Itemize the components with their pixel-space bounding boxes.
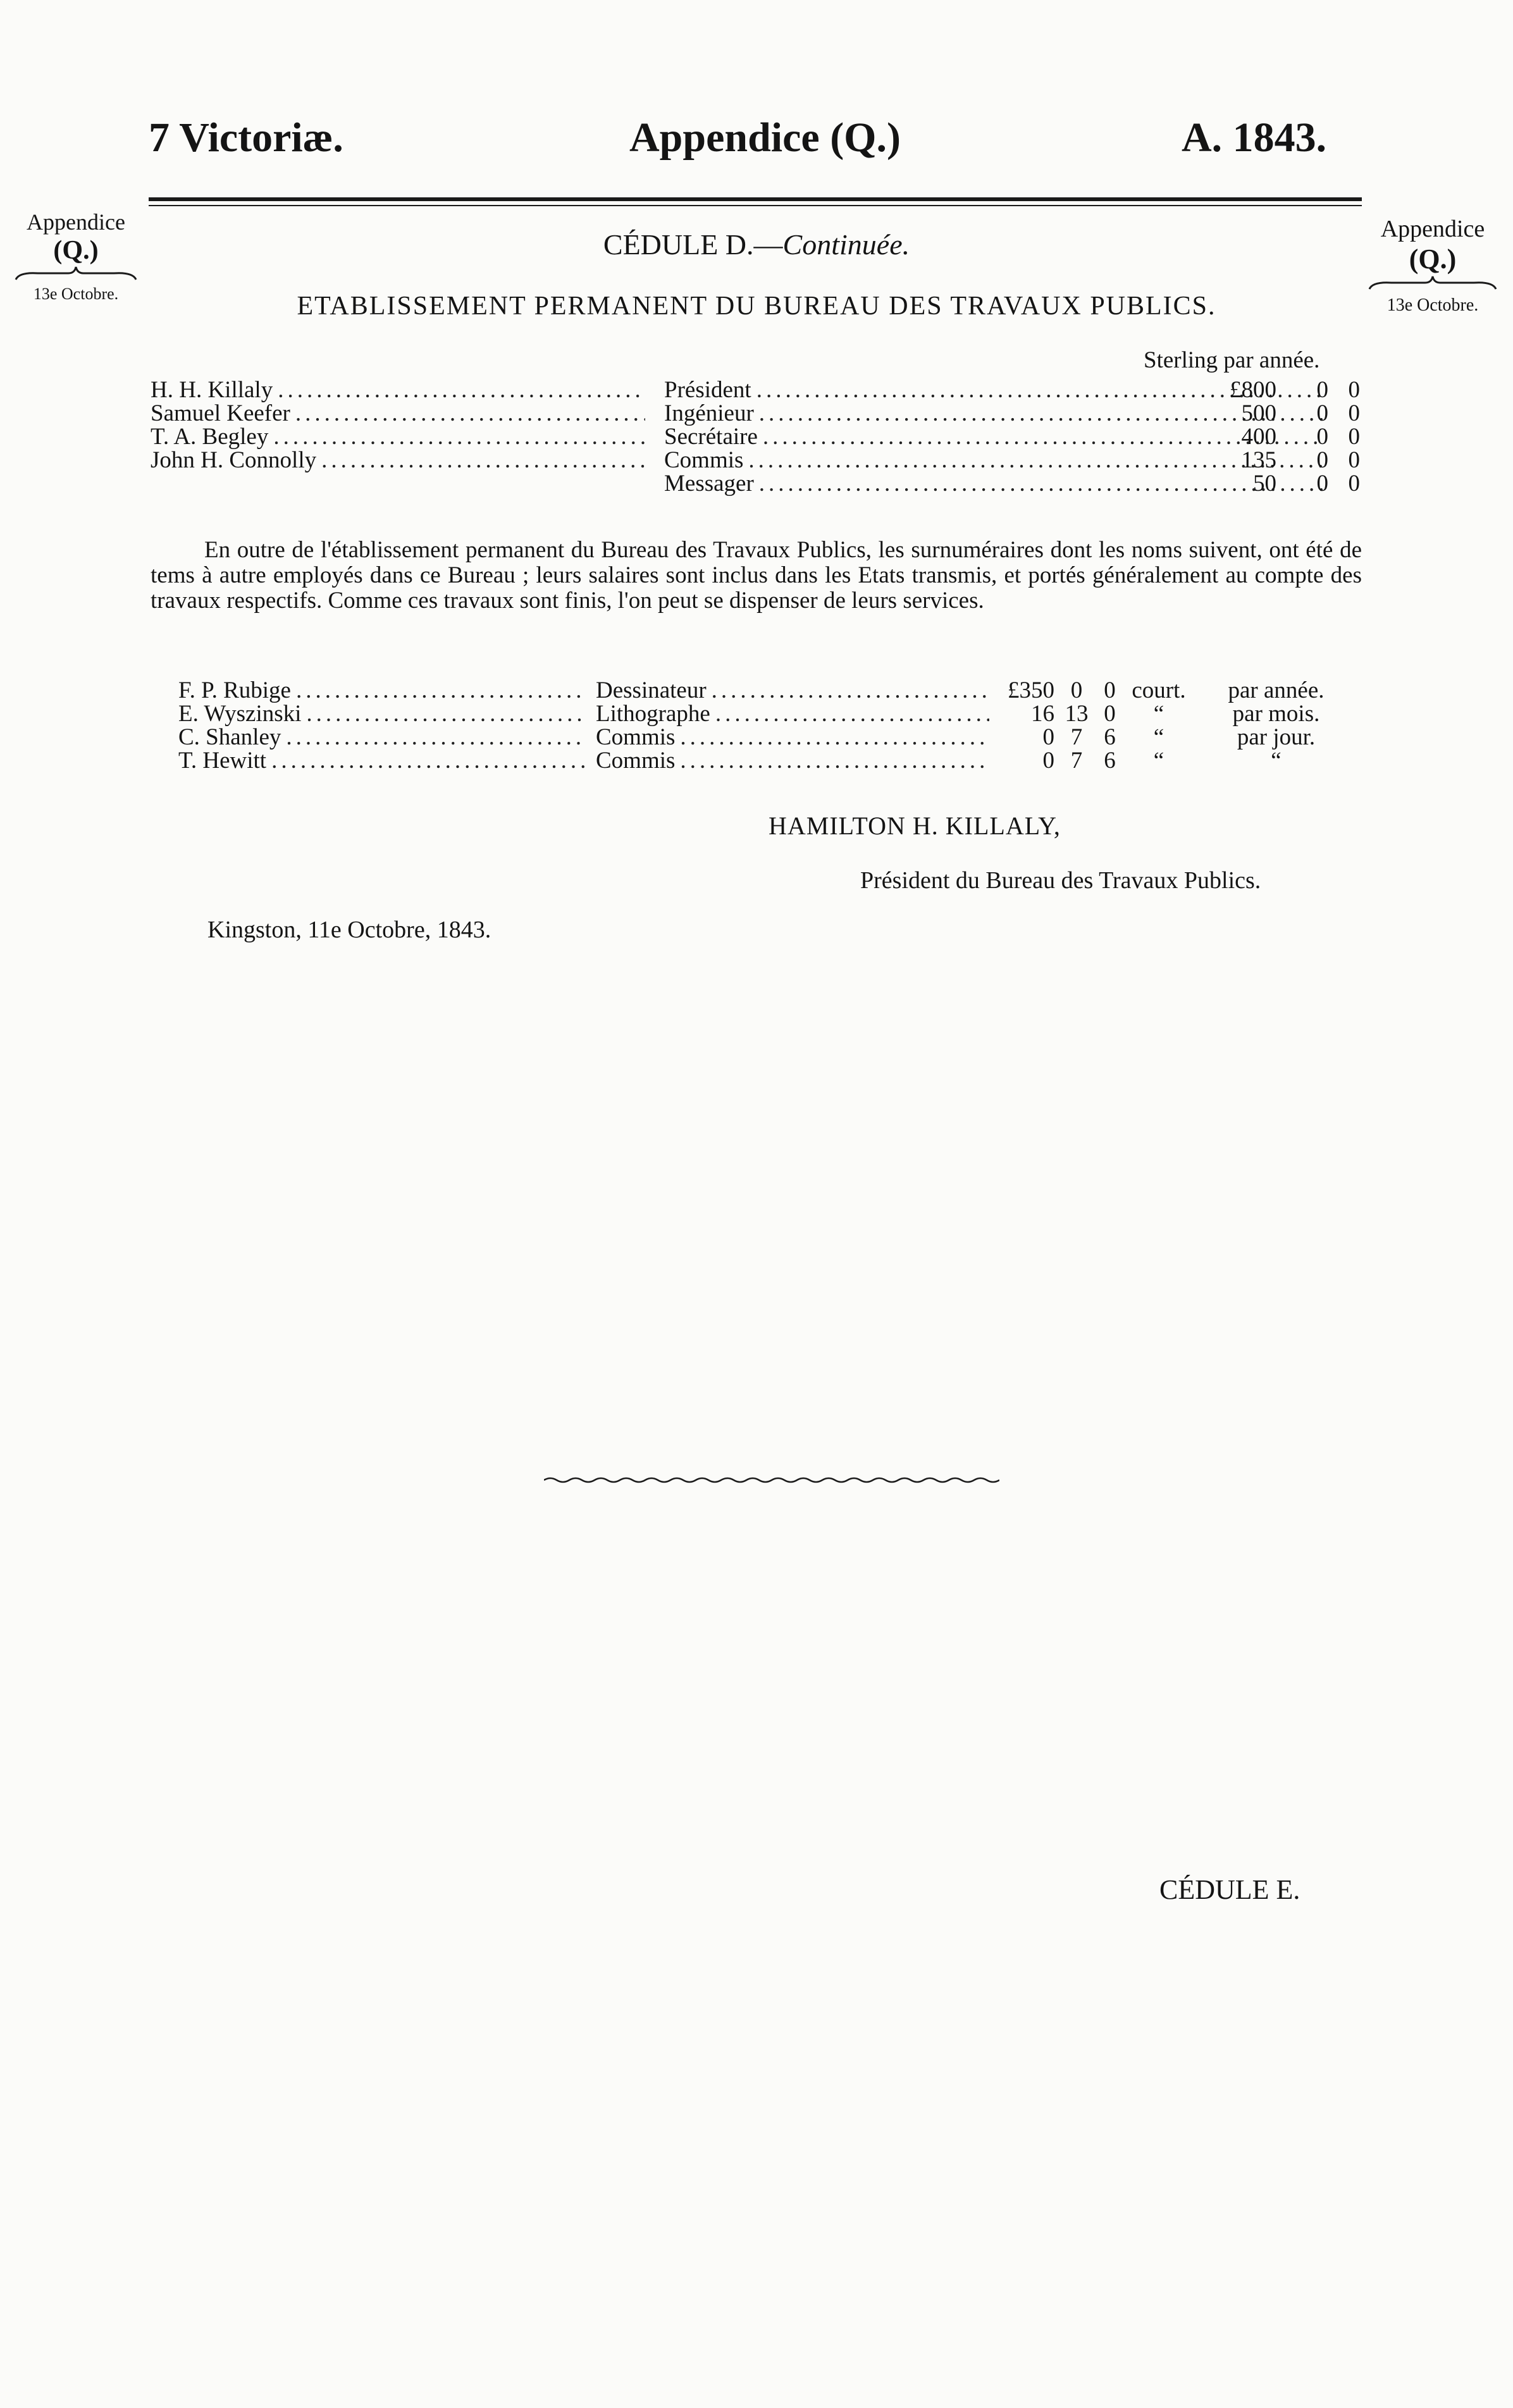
- amount-pounds: 50: [1253, 471, 1276, 497]
- amount-pence: 0: [1348, 424, 1360, 450]
- currency-note: “: [1153, 701, 1164, 727]
- amount-pounds: 16: [1031, 701, 1054, 727]
- header-rule-thin: [149, 205, 1362, 206]
- place-date: Kingston, 11e Octobre, 1843.: [207, 917, 491, 943]
- currency-note: court.: [1132, 677, 1186, 703]
- amount-shillings: 7: [1070, 724, 1083, 750]
- margin-note-label: Appendice: [1380, 216, 1485, 242]
- pay-period: “: [1271, 748, 1281, 774]
- super-role: Dessinateur: [596, 677, 707, 703]
- supernumerary-row: [178, 747, 1362, 772]
- amount-pence: 6: [1104, 748, 1116, 774]
- pay-period: par année.: [1228, 677, 1325, 703]
- brace-icon: [1366, 275, 1499, 292]
- super-name: F. P. Rubige: [178, 677, 291, 703]
- catchword-next-schedule: CÉDULE E.: [1159, 1874, 1300, 1905]
- running-head-left: 7 Victoriæ.: [149, 114, 343, 161]
- staff-role: Messager: [664, 471, 754, 497]
- staff-row: [151, 400, 1362, 425]
- staff-role: Ingénieur: [664, 400, 754, 426]
- pay-period: par mois.: [1232, 701, 1320, 727]
- amount-pence: 0: [1104, 677, 1116, 703]
- running-head-center: Appendice (Q.): [629, 114, 901, 161]
- amount-pounds: 0: [1042, 724, 1054, 750]
- leader-dots: [680, 747, 989, 774]
- amount-pounds: £800: [1230, 377, 1276, 403]
- leader-dots: [271, 747, 584, 774]
- staff-name: John H. Connolly: [151, 447, 317, 473]
- staff-name: T. A. Begley: [151, 424, 269, 450]
- amount-pounds: 0: [1042, 748, 1054, 774]
- amount-pounds: 400: [1241, 424, 1276, 450]
- running-head-right: A. 1843.: [1182, 114, 1327, 161]
- header-rule: [149, 197, 1362, 201]
- super-role: Lithographe: [596, 701, 710, 727]
- schedule-title-continued: Continuée.: [782, 228, 910, 261]
- amount-shillings: 0: [1316, 471, 1328, 497]
- super-name: E. Wyszinski: [178, 701, 302, 727]
- amount-shillings: 0: [1316, 424, 1328, 450]
- amount-pounds: 135: [1241, 447, 1276, 473]
- supernumerary-row: [178, 724, 1362, 749]
- explanatory-paragraph: En outre de l'établissement permanent du Bureau des Travaux Publics, les surnuméraires dont les noms suivent, ont été de tems à autre employés dans ce Bureau ; leurs salaires sont inclus dans les Etats transmis, et portés généralement au compte des travaux respectifs. Comme ces travaux sont finis, l'on peut se dispenser de leurs services.: [151, 537, 1362, 614]
- margin-note-date: 13e Octobre.: [33, 285, 119, 303]
- amount-pence: 6: [1104, 724, 1116, 750]
- pay-period: par jour.: [1237, 724, 1316, 750]
- amount-shillings: 0: [1070, 677, 1083, 703]
- signature-title: Président du Bureau des Travaux Publics.: [860, 867, 1261, 894]
- amount-shillings: 0: [1316, 400, 1328, 426]
- margin-note-appendix: (Q.): [53, 236, 99, 265]
- super-name: C. Shanley: [178, 724, 281, 750]
- signature-name: HAMILTON H. KILLALY,: [769, 812, 1061, 840]
- super-name-cell: [178, 747, 590, 774]
- staff-role: Président: [664, 377, 751, 403]
- amount-pence: 0: [1348, 447, 1360, 473]
- amount-pence: 0: [1104, 701, 1116, 727]
- section-divider: [544, 1474, 999, 1486]
- margin-note-date: 13e Octobre.: [1386, 295, 1479, 315]
- amount-shillings: 0: [1316, 377, 1328, 403]
- super-name: T. Hewitt: [178, 748, 267, 774]
- margin-note-appendix: (Q.): [1409, 244, 1457, 275]
- currency-header: Sterling par année.: [1144, 347, 1320, 373]
- staff-row: [151, 470, 1362, 495]
- super-role: Commis: [596, 724, 676, 750]
- staff-row: [151, 376, 1362, 402]
- currency-note: “: [1153, 748, 1164, 774]
- margin-note-label: Appendice: [27, 209, 125, 235]
- schedule-subtitle: ETABLISSEMENT PERMANENT DU BUREAU DES TRAVAUX PUBLICS.: [297, 292, 1216, 321]
- staff-role: Secrétaire: [664, 424, 758, 450]
- staff-name: H. H. Killaly: [151, 377, 273, 403]
- staff-role: Commis: [664, 447, 744, 473]
- staff-name: Samuel Keefer: [151, 400, 290, 426]
- supernumerary-row: [178, 677, 1362, 702]
- brace-icon: [13, 266, 139, 282]
- amount-pounds: £350: [1008, 677, 1054, 703]
- amount-pounds: 500: [1241, 400, 1276, 426]
- amount-shillings: 13: [1065, 701, 1089, 727]
- staff-row: [151, 447, 1362, 472]
- supernumerary-row: [178, 700, 1362, 725]
- amount-shillings: 0: [1316, 447, 1328, 473]
- schedule-title: [0, 228, 1513, 261]
- staff-row: [151, 423, 1362, 448]
- amount-pence: 0: [1348, 471, 1360, 497]
- amount-pence: 0: [1348, 377, 1360, 403]
- schedule-title-main: CÉDULE D.—: [603, 228, 783, 261]
- amount-shillings: 7: [1070, 748, 1083, 774]
- super-role-cell: [596, 747, 994, 774]
- amount-pence: 0: [1348, 400, 1360, 426]
- super-role: Commis: [596, 748, 676, 774]
- currency-note: “: [1153, 724, 1164, 750]
